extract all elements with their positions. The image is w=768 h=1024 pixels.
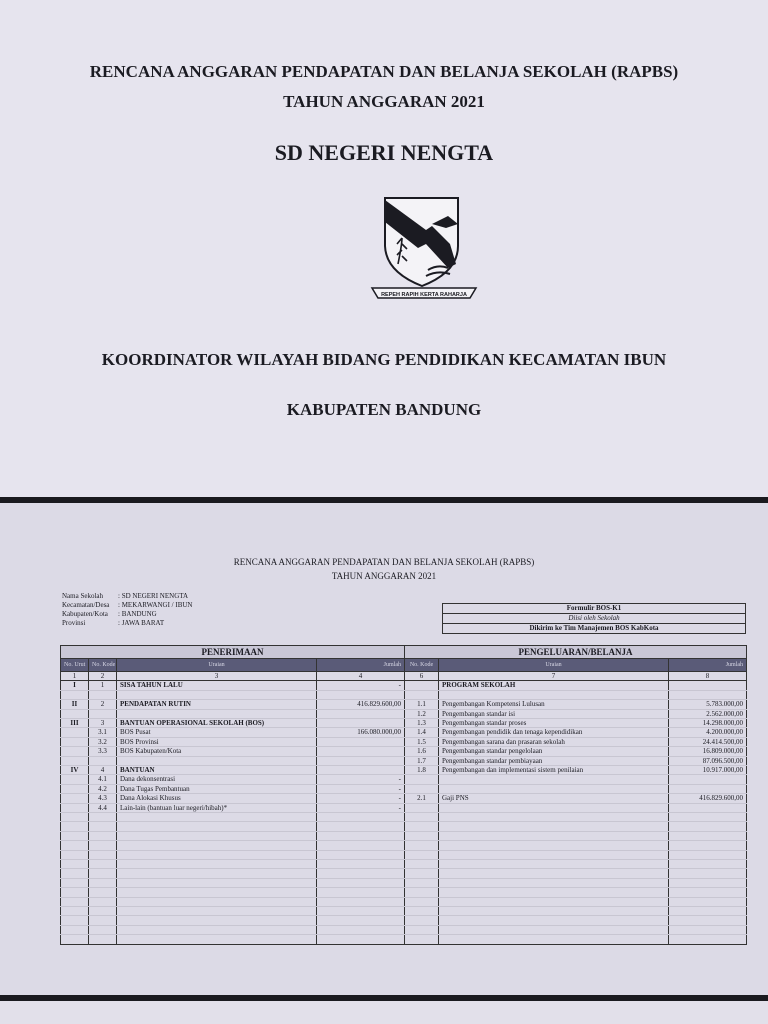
empty-row [61,850,747,859]
table-row: 4.4 Lain-lain (bantuan luar negeri/hibah)* - [61,803,747,812]
empty-row [61,822,747,831]
table-row: 4.2 Dana Tugas Pembantuan - [61,784,747,793]
table-row: 4.3 Dana Alokasi Khusus - 2.1 Gaji PNS 416.829.600,00 [61,794,747,803]
empty-row [61,841,747,850]
empty-row [61,906,747,915]
empty-row [61,888,747,897]
empty-row [61,897,747,906]
school-info: Nama Sekolah : SD NEGERI NENGTA Kecamatan/Desa : MEKARWANGI / IBUN Kabupaten/Kota : BANDUNG Provinsi : JAWA BARAT [62,592,193,627]
cover-year: TAHUN ANGGARAN 2021 [283,92,485,111]
budget-table [60,645,747,945]
column-headers: No. Urut No. Kode Uraian Jumlah No. Kode Uraian Jumlah [61,659,747,672]
penerimaan-header: PENERIMAAN [61,646,405,659]
form-title: RENCANA ANGGARAN PENDAPATAN DAN BELANJA SEKOLAH (RAPBS) [233,557,535,567]
office-name: KOORDINATOR WILAYAH BIDANG PENDIDIKAN KECAMATAN IBUN [101,350,667,369]
table-row: III 3 BANTUAN OPERASIONAL SEKOLAH (BOS) 1.3 Pengembangan standar proses 14.298.000,00 [61,719,747,728]
svg-text:REPEH RAPIH KERTA RAHARJA: REPEH RAPIH KERTA RAHARJA [381,292,467,298]
school-name: SD NEGERI NENGTA [274,140,494,165]
regency-name: KABUPATEN BANDUNG [286,400,482,419]
table-row: 1.2 Pengembangan standar isi 2.562.000,00 [61,709,747,718]
cover-page [0,0,768,497]
table-row: 1.7 Pengembangan standar pembiayaan 87.096.500,00 [61,756,747,765]
form-code-box: Formulir BOS-K1 Diisi oleh Sekolah Dikirim ke Tim Manajemen BOS KabKota [442,603,746,634]
cover-title: RENCANA ANGGARAN PENDAPATAN DAN BELANJA SEKOLAH (RAPBS) [89,62,679,81]
empty-row [61,860,747,869]
table-row: 3.2 BOS Provinsi 1.5 Pengembangan sarana dan prasaran sekolah 24.414.500,00 [61,737,747,746]
table-row: I 1 SISA TAHUN LALU - PROGRAM SEKOLAH [61,681,747,690]
table-row [61,690,747,699]
column-numbers: 1 2 3 4 6 7 8 [61,672,747,681]
empty-row [61,878,747,887]
table-row: II 2 PENDAPATAN RUTIN 416.829.600,00 1.1 Pengembangan Kompetensi Lulusan 5.783.000,00 [61,700,747,709]
table-row: 3.3 BOS Kabupaten/Kota 1.6 Pengembangan standar pengelolaan 16.809.000,00 [61,747,747,756]
empty-row [61,935,747,944]
table-row: 3.1 BOS Pusat 166.080.000,00 1.4 Pengembangan pendidik dan tenaga kependidikan 4.200.000,00 [61,728,747,737]
empty-row [61,831,747,840]
regency-emblem-icon [368,194,480,306]
empty-row [61,869,747,878]
next-page-edge [0,1001,768,1024]
empty-row [61,925,747,934]
pengeluaran-header: PENGELUARAN/BELANJA [405,646,747,659]
table-row: 4.1 Dana dekonsentrasi - [61,775,747,784]
form-year: TAHUN ANGGARAN 2021 [331,571,437,581]
table-row: IV 4 BANTUAN 1.8 Pengembangan dan implementasi sistem penilaian 10.917.000,00 [61,766,747,775]
empty-row [61,813,747,822]
empty-row [61,916,747,925]
